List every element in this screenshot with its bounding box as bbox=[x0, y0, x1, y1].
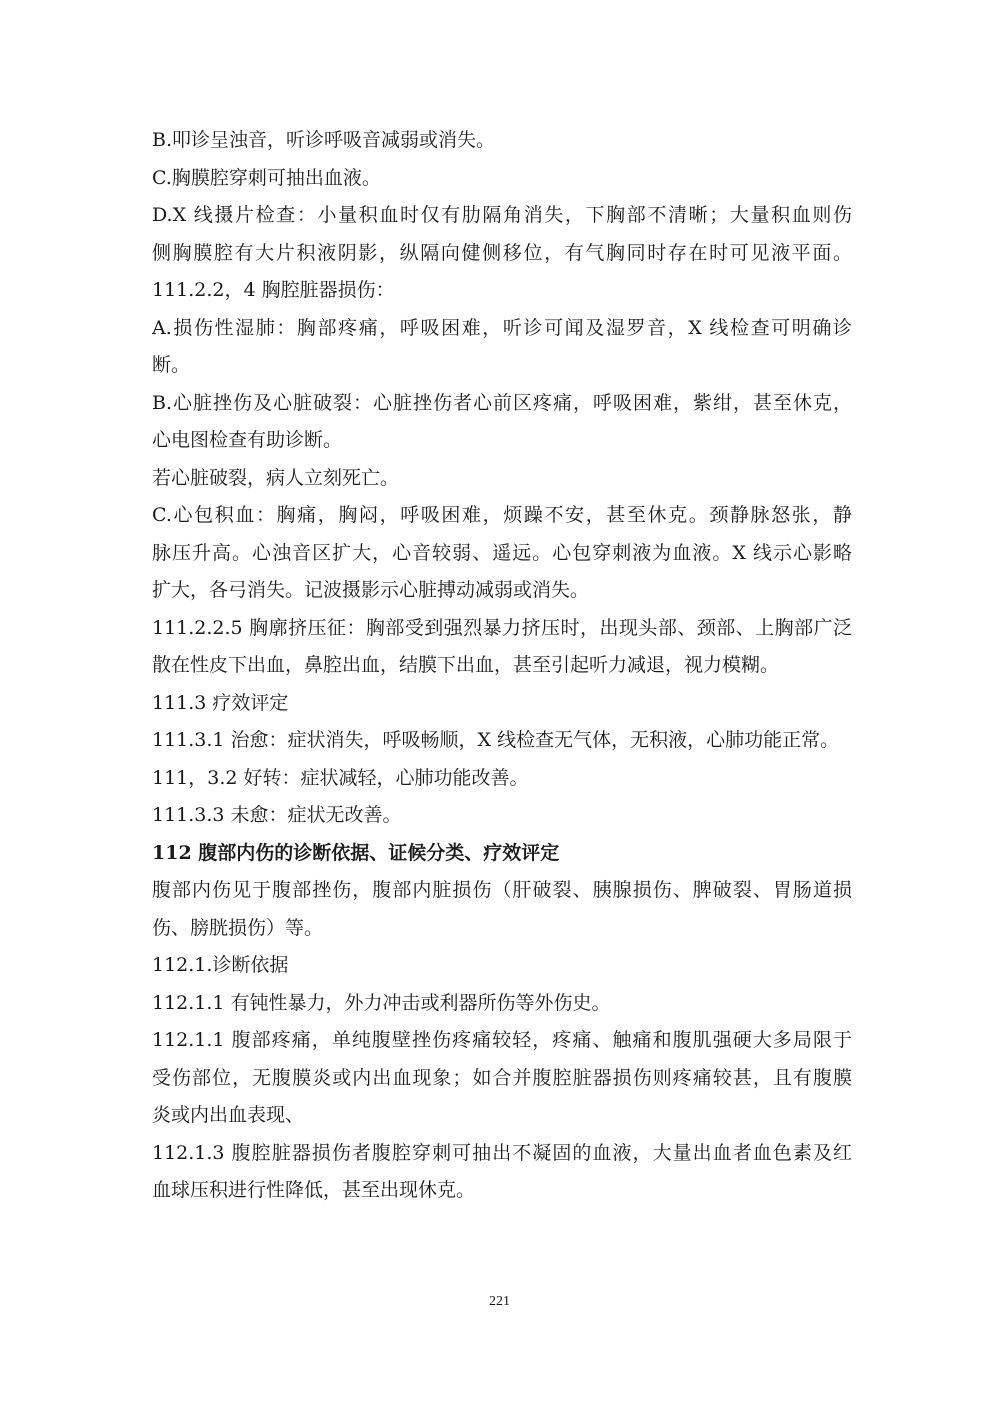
text-line: 腹部内伤见于腹部挫伤，腹部内脏损伤（肝破裂、胰腺损伤、脾破裂、胃肠道损 bbox=[152, 879, 852, 901]
text-line: 111，3.2 好转：症状减轻，心肺功能改善。 bbox=[152, 766, 529, 789]
text-line: 心电图检查有助诊断。 bbox=[152, 429, 343, 451]
text-line: B.心脏挫伤及心脏破裂：心脏挫伤者心前区疼痛，呼吸困难，紫绀，甚至休克， bbox=[152, 391, 852, 414]
text-line: 散在性皮下出血，鼻腔出血，结膜下出血，甚至引起听力减退，视力模糊。 bbox=[152, 654, 780, 676]
text-line: 若心脏破裂，病人立刻死亡。 bbox=[152, 466, 400, 489]
section-heading: 111.3 疗效评定 bbox=[152, 691, 289, 714]
text-line: 血球压积进行性降低，甚至出现休克。 bbox=[152, 1179, 476, 1201]
text-line: 112.1.1 有钝性暴力，外力冲击或利器所伤等外伤史。 bbox=[152, 991, 611, 1014]
text-line: 112.1.3 腹腔脏器损伤者腹腔穿刺可抽出不凝固的血液，大量出血者血色素及红 bbox=[152, 1141, 852, 1164]
page-number: 221 bbox=[489, 1294, 510, 1309]
text-line: 伤、膀胱损伤）等。 bbox=[152, 916, 324, 939]
section-heading: 112.1.诊断依据 bbox=[152, 954, 289, 976]
text-line: 侧胸膜腔有大片积液阴影，纵隔向健侧移位，有气胸同时存在时可见液平面。 bbox=[152, 241, 852, 264]
text-line: C.胸膜腔穿刺可抽出血液。 bbox=[152, 166, 381, 189]
text-line: 受伤部位，无腹膜炎或内出血现象；如合并腹腔脏器损伤则疼痛较甚，且有腹膜 bbox=[152, 1066, 852, 1089]
text-line: 炎或内出血表现、 bbox=[152, 1104, 305, 1126]
text-line: 断。 bbox=[152, 354, 191, 376]
text-line: 脉压升高。心浊音区扩大，心音较弱、遥远。心包穿刺液为血液。X 线示心影略 bbox=[152, 541, 852, 564]
page-body bbox=[152, 122, 852, 1210]
text-line: 111.3.3 未愈：症状无改善。 bbox=[152, 804, 402, 826]
text-line: 111.3.1 治愈：症状消失，呼吸畅顺，X 线检查无气体，无积液，心肺功能正常。 bbox=[152, 729, 840, 751]
text-line: 112.1.1 腹部疼痛，单纯腹壁挫伤疼痛较轻，疼痛、触痛和腹肌强硬大多局限于 bbox=[152, 1029, 852, 1051]
section-heading: 111.2.2，4 胸腔脏器损伤： bbox=[152, 279, 395, 301]
text-line: A.损伤性湿肺：胸部疼痛，呼吸困难，听诊可闻及湿罗音，X 线检查可明确诊 bbox=[152, 316, 852, 339]
text-line: 111.2.2.5 胸廓挤压征：胸部受到强烈暴力挤压时，出现头部、颈部、上胸部广泛 bbox=[152, 616, 852, 639]
text-line: 扩大，各弓消失。记波摄影示心脏搏动减弱或消失。 bbox=[152, 579, 590, 601]
text-line: C.心包积血：胸痛，胸闷，呼吸困难，烦躁不安，甚至休克。颈静脉怒张，静 bbox=[152, 504, 852, 526]
text-line: B.叩诊呈浊音，听诊呼吸音减弱或消失。 bbox=[152, 129, 496, 151]
text-line: D.X 线摄片检查：小量积血时仅有肋隔角消失，下胸部不清晰；大量积血则伤 bbox=[152, 204, 852, 226]
chapter-heading: 112 腹部内伤的诊断依据、证候分类、疗效评定 bbox=[152, 841, 560, 864]
